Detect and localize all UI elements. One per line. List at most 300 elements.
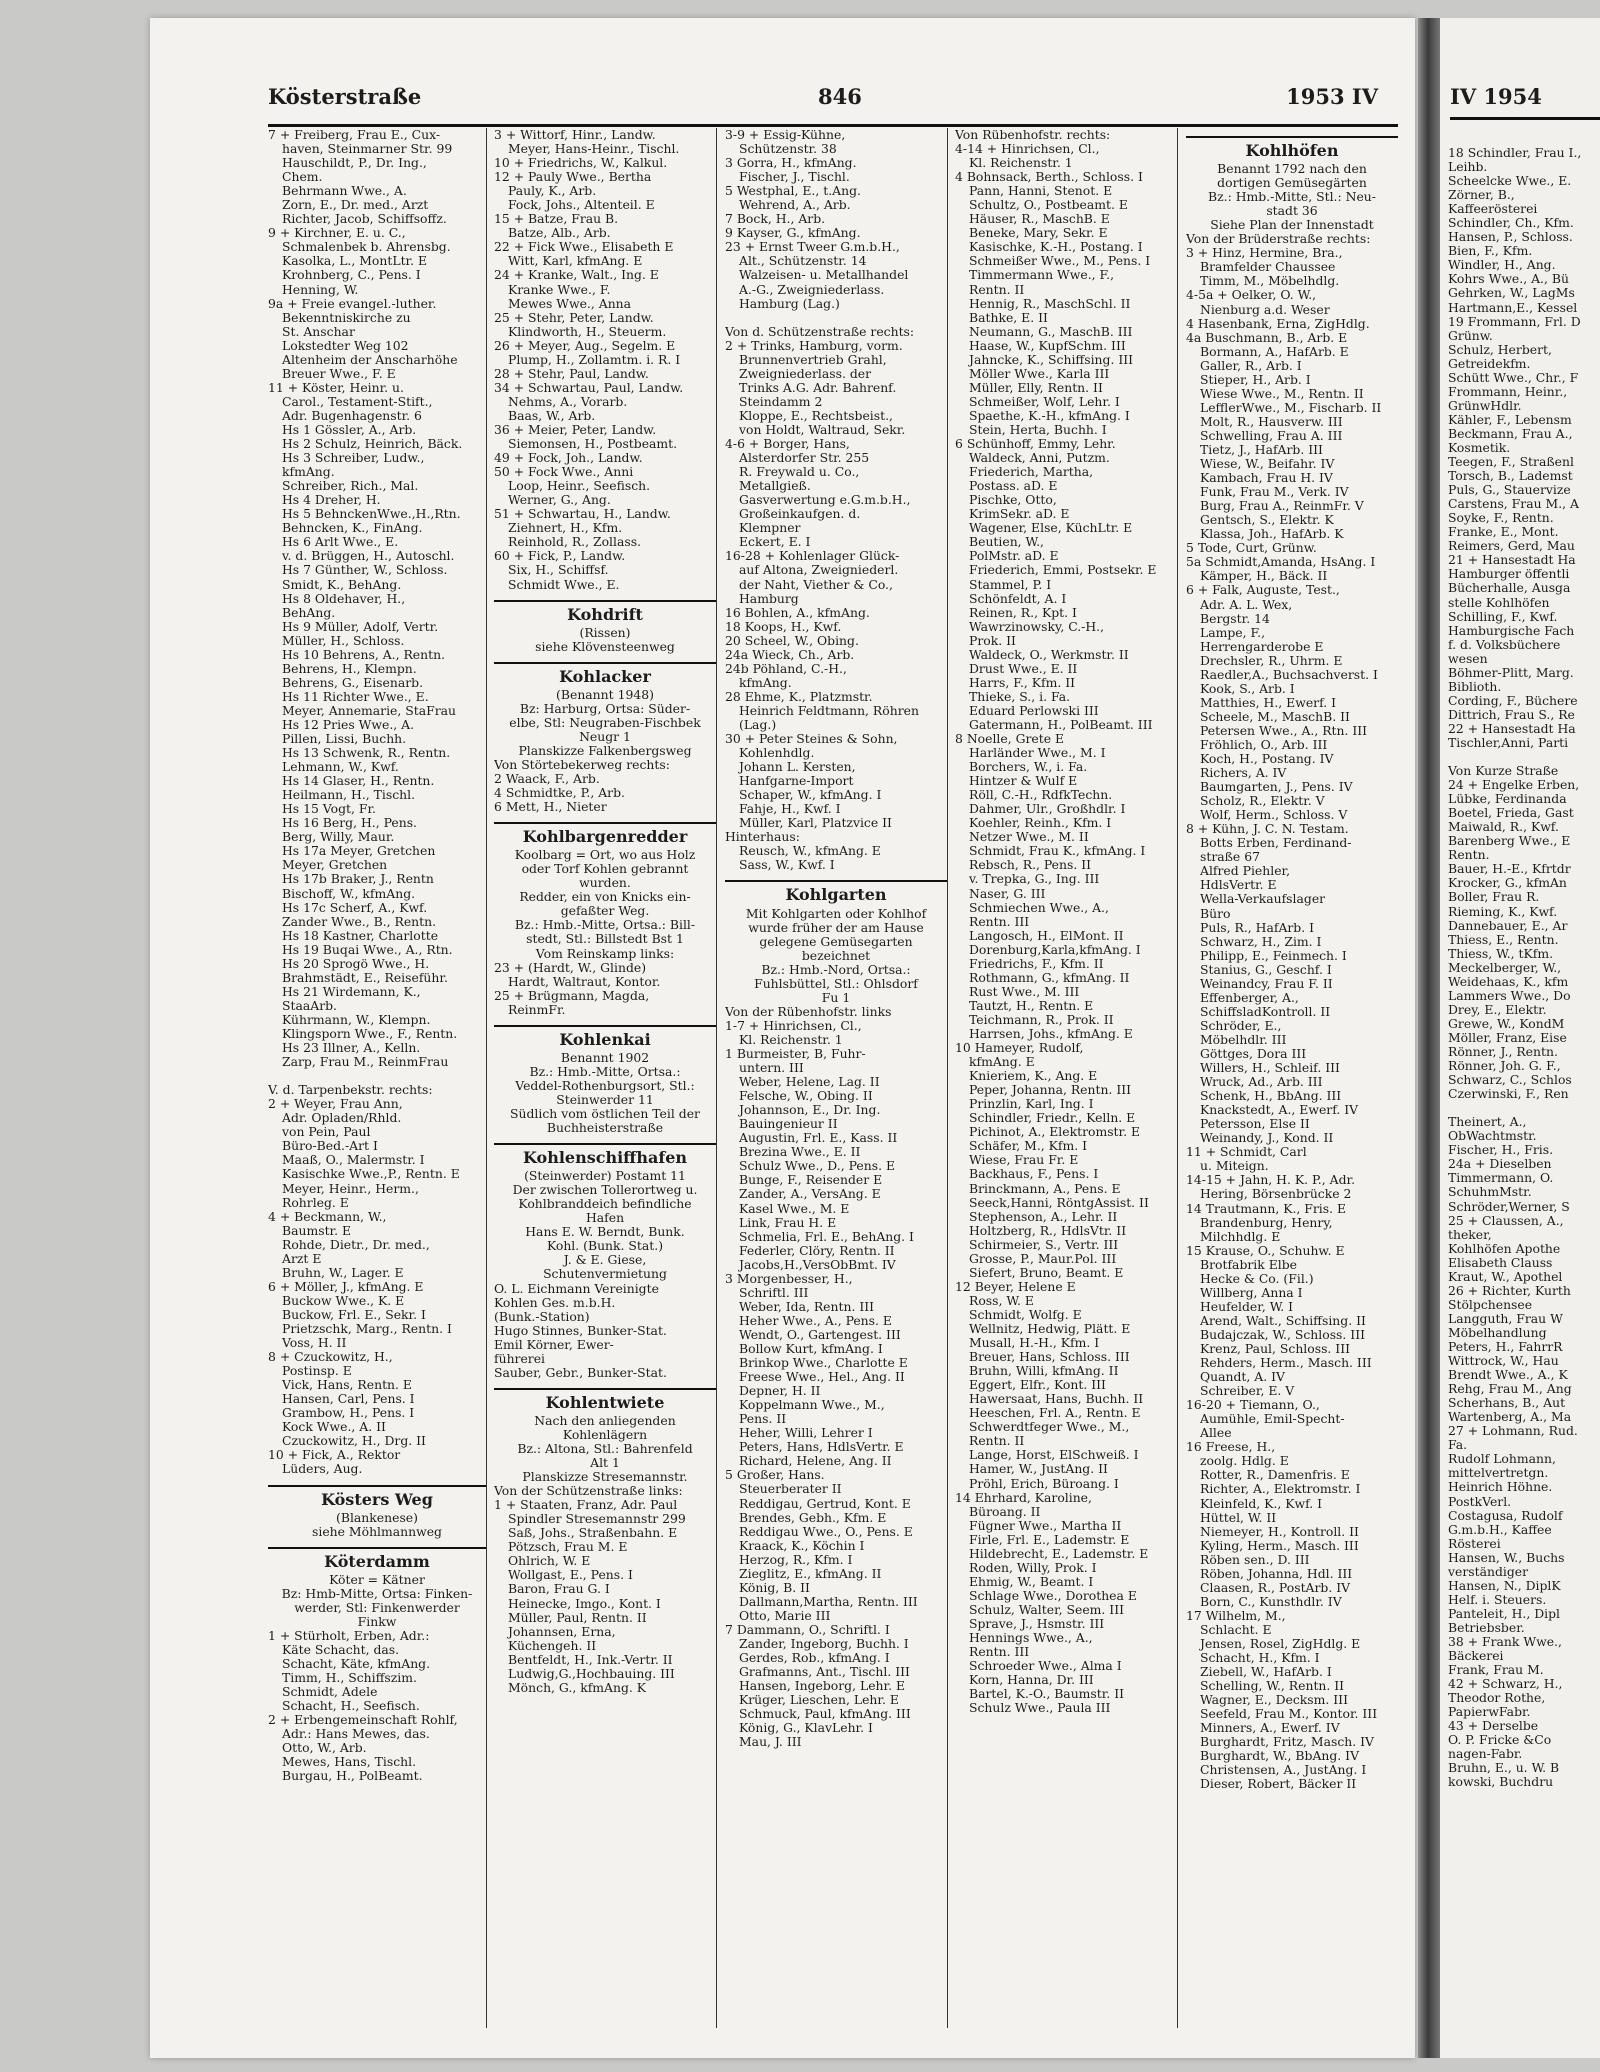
entry-line: Koppelmann Wwe., M., — [739, 1398, 885, 1413]
entry-line: Aumühle, Emil-Specht- — [1200, 1412, 1345, 1427]
next-page-line: Fa. — [1448, 1437, 1468, 1453]
entry-line: Stanius, G., Geschf. I — [1200, 962, 1332, 977]
next-page-line: wesen — [1448, 650, 1488, 666]
entry-line: Wiese, Frau Fr. E — [969, 1153, 1079, 1168]
entry-line: Buckow, Frl. E., Sekr. I — [282, 1307, 426, 1322]
entry-line: A.-G., Zweigniederlass. — [739, 282, 885, 297]
entry-line: Brunnenvertrieb Grahl, — [739, 352, 887, 367]
entry-line: Maaß, O., Malermstr. I — [282, 1153, 425, 1168]
entry-line: 2 + Trinks, Hamburg, vorm. — [725, 338, 903, 353]
entry-line: Büroang. II — [969, 1504, 1041, 1519]
entry-line: Jensen, Rosel, ZigHdlg. E — [1200, 1636, 1361, 1651]
entry-line: Walzeisen- u. Metallhandel — [739, 268, 909, 283]
entry-line: Hs 6 Arlt Wwe., E. — [282, 535, 399, 550]
next-page-line: ObWachtmstr. — [1448, 1128, 1537, 1144]
entry-line: kfmAng. E — [969, 1055, 1035, 1070]
entry-line: 3 Gorra, H., kfmAng. — [725, 156, 857, 171]
entry-line: Weber, Ida, Rentn. III — [739, 1299, 875, 1314]
entry-line: Mewes, Hans, Tischl. — [282, 1755, 417, 1770]
street-section-heading: Kösters Weg — [268, 1485, 486, 1507]
next-page-line: 43 + Derselbe — [1448, 1718, 1539, 1734]
next-page-line: Meckelberger, W., — [1448, 959, 1562, 975]
entry-line: LefflerWwe., M., Fischarb. II — [1200, 400, 1382, 415]
entry-line: Zander, Ingeborg, Buchh. I — [739, 1636, 909, 1651]
entry-line: Kraack, K., Köchin I — [739, 1538, 865, 1553]
entry-line: Witt, Karl, kfmAng. E — [508, 254, 643, 269]
entry-line: Niemeyer, H., Kontroll. II — [1200, 1524, 1359, 1539]
next-page-line: theker, — [1448, 1226, 1492, 1242]
entry-line: siehe Klövensteenweg — [535, 639, 675, 654]
entry-line: Plump, H., Zollamtm. i. R. I — [508, 352, 681, 367]
entry-line: Reusch, W., kfmAng. E — [739, 844, 881, 859]
entry-line: Zander Wwe., B., Rentn. — [282, 914, 437, 929]
entry-line: Südlich vom östlichen Teil der — [510, 1107, 700, 1121]
entry-line: 9a + Freie evangel.-luther. — [268, 296, 437, 311]
entry-line: Weinandcy, Frau F. II — [1200, 976, 1333, 991]
entry-line: Sauber, Gebr., Bunker-Stat. — [494, 1365, 667, 1380]
entry-line: Kohlen Ges. m.b.H. — [494, 1295, 616, 1310]
entry-line: Brinckmann, A., Pens. E — [969, 1181, 1121, 1196]
entry-line: Kohlenlägern — [562, 1427, 648, 1442]
entry-line: Wendt, O., Gartengest. III — [739, 1327, 901, 1342]
entry-line: 20 Scheel, W., Obing. — [725, 633, 859, 648]
entry-line: 4 Schmidtke, P., Arb. — [494, 786, 625, 801]
next-page-line: Bücherhalle, Ausga — [1448, 580, 1571, 596]
entry-line: Hennig, R., MaschSchl. II — [969, 296, 1131, 311]
entry-line: König, G., KlavLehr. I — [739, 1721, 873, 1736]
next-page-line: Hamburger öffentli — [1448, 566, 1570, 582]
entry-line: Bramfelder Chaussee — [1200, 260, 1336, 275]
entry-line: Klassa, Joh., HafArb. K — [1200, 527, 1344, 542]
next-page-line: Windler, H., Ang. — [1448, 257, 1556, 273]
street-section-heading: Kohlgarten — [725, 880, 947, 902]
next-page-line: Möller, Franz, Eise — [1448, 1029, 1567, 1045]
entry-line: Steuerberater II — [739, 1482, 842, 1497]
entry-line: Heufelder, W. I — [1200, 1299, 1294, 1314]
entry-line: 12 Beyer, Helene E — [955, 1279, 1076, 1294]
entry-line: auf Altona, Zweigniederl. — [739, 563, 899, 578]
entry-line: Hs 7 Günther, W., Schloss. — [282, 563, 448, 578]
entry-line: Behrens, G., Eisenarb. — [282, 675, 424, 690]
entry-line: Trinks A.G. Adr. Bahrenf. — [739, 380, 897, 395]
entry-line: Kämper, H., Bäck. II — [1200, 569, 1328, 584]
entry-line: 14 Ehrhard, Karoline, — [955, 1490, 1092, 1505]
entry-line: Czuckowitz, H., Drg. II — [282, 1434, 426, 1449]
entry-line: Sprave, J., Hsmstr. III — [969, 1616, 1105, 1631]
entry-line: 1-7 + Hinrichsen, Cl., — [725, 1018, 862, 1033]
next-page-edge — [1440, 18, 1600, 2058]
entry-line: Schelling, W., Rentn. II — [1200, 1679, 1345, 1694]
entry-line: Felsche, W., Obing. II — [739, 1089, 873, 1104]
entry-line: Willberg, Anna I — [1200, 1285, 1303, 1300]
entry-line: Hs 9 Müller, Adolf, Vertr. — [282, 619, 439, 634]
entry-line: der Naht, Viether & Co., — [739, 577, 893, 592]
entry-line: Six, H., Schiffsf. — [508, 563, 609, 578]
entry-line: BehAng. — [282, 605, 336, 620]
entry-line: Postass. aD. E — [969, 479, 1058, 494]
entry-line: Teichmann, R., Prok. II — [969, 1012, 1114, 1027]
next-page-line: Carstens, Frau M., A — [1448, 496, 1579, 512]
entry-line: Häuser, R., MaschB. E — [969, 212, 1110, 227]
entry-line: Bz: Harburg, Ortsa: Süder- — [519, 701, 691, 716]
entry-line: Heilmann, H., Tischl. — [282, 788, 416, 803]
street-section-heading: Kohlenschiffhafen — [494, 1143, 716, 1165]
entry-line: Mau, J. III — [739, 1735, 802, 1750]
entry-line: 23 + Ernst Tweer G.m.b.H., — [725, 240, 900, 255]
next-page-line: G.m.b.H., Kaffee — [1448, 1521, 1552, 1537]
entry-line: Adr. Bugenhagenstr. 6 — [282, 408, 422, 423]
entry-line: Brinkop Wwe., Charlotte E — [739, 1356, 908, 1371]
entry-line: Buchheisterstraße — [546, 1121, 664, 1136]
street-section-heading: Kohlacker — [494, 662, 716, 684]
entry-line: 24 + Kranke, Walt., Ing. E — [494, 268, 659, 283]
entry-line: Baas, W., Arb. — [508, 408, 596, 423]
next-page-line: Tischler,Anni, Parti — [1448, 734, 1569, 750]
entry-line: 11 + Schmidt, Carl — [1186, 1145, 1307, 1160]
next-page-line: Puls, G., Stauervize — [1448, 482, 1571, 498]
entry-line: stadt 36 — [1266, 204, 1318, 219]
entry-line: Behncken, K., FinAng. — [282, 521, 423, 536]
next-page-line: Kaffeerösterei — [1448, 201, 1538, 217]
entry-line: Allee — [1200, 1426, 1232, 1441]
entry-line: Johann L. Kersten, — [739, 760, 856, 775]
entry-line: Kl. Reichenstr. 1 — [739, 1032, 843, 1047]
entry-line: Schlacht. E — [1200, 1622, 1272, 1637]
entry-line: Mönch, G., kfmAng. K — [508, 1680, 647, 1695]
entry-line: Berg, Willy, Maur. — [282, 830, 395, 845]
entry-line: Vom Reinskamp links: — [535, 946, 675, 961]
entry-line: König, B. II — [739, 1580, 810, 1595]
entry-line: Carol., Testament-Stift., — [282, 394, 433, 409]
entry-line: O. L. Eichmann Vereinigte — [494, 1281, 659, 1296]
entry-line: Schützenstr. 38 — [739, 142, 837, 157]
entry-line: Arzt E — [282, 1251, 322, 1266]
entry-line: Lehmann, W., Kwf. — [282, 760, 399, 775]
entry-line: Harländer Wwe., M. I — [969, 746, 1106, 761]
page-header — [268, 84, 1398, 127]
entry-line: Ehmig, W., Beamt. I — [969, 1574, 1094, 1589]
entry-line: Firle, Frl. E., Lademstr. E — [969, 1532, 1130, 1547]
entry-line: Beutien, W., — [969, 535, 1044, 550]
entry-line: Holtzberg, R., HdlsVtr. II — [969, 1223, 1127, 1238]
entry-line: Kasolka, L., MontLtr. E — [282, 254, 428, 269]
book-gutter — [1418, 18, 1440, 2058]
next-page-line: Schindler, Ch., Kfm. — [1448, 215, 1574, 231]
entry-line: Lüders, Aug. — [282, 1462, 363, 1477]
entry-line: Botts Erben, Ferdinand- — [1200, 836, 1352, 851]
entry-line: Veddel-Rothenburgsort, Stl.: — [515, 1078, 695, 1093]
entry-line: v. d. Brüggen, H., Autoschl. — [282, 549, 455, 564]
page-number: 846 — [818, 84, 862, 109]
entry-line: Bz.: Hmb.-Nord, Ortsa.: — [761, 962, 911, 977]
next-page-line: 25 + Claussen, A., — [1448, 1212, 1564, 1228]
entry-line: Matthies, H., Ewerf. I — [1200, 695, 1336, 710]
entry-line: 24b Pöhland, C.-H., — [725, 661, 847, 676]
entry-line: Hs 10 Behrens, A., Rentn. — [282, 647, 446, 662]
entry-line: ReinmFr. — [508, 1002, 566, 1017]
entry-line: Weinandy, J., Kond. II — [1200, 1131, 1334, 1146]
entry-line: Siefert, Bruno, Beamt. E — [969, 1265, 1124, 1280]
entry-line: Hans E. W. Berndt, Bunk. — [525, 1225, 685, 1240]
entry-line: 16-28 + Kohlenlager Glück- — [725, 549, 900, 564]
entry-line: Hs 12 Pries Wwe., A. — [282, 717, 415, 732]
entry-line: 25 + Brügmann, Magda, — [494, 988, 650, 1003]
entry-line: Koehler, Reinh., Kfm. I — [969, 816, 1112, 831]
entry-line: Spindler Stresemannstr 299 — [508, 1512, 686, 1527]
entry-line: 3-9 + Essig-Kühne, — [725, 128, 846, 142]
next-page-line: Kosmetik. — [1448, 439, 1511, 455]
next-page-line: mittelvertretgn. — [1448, 1465, 1549, 1481]
entry-line: Bunge, F., Reisender E — [739, 1173, 883, 1188]
next-page-line: Gehrken, W., LagMs — [1448, 285, 1575, 301]
entry-line: wurde früher der am Hause — [748, 920, 924, 935]
next-page-line: Kohrs Wwe., A., Bü — [1448, 271, 1569, 287]
entry-line: Wellnitz, Hedwig, Plätt. E — [969, 1321, 1131, 1336]
entry-line: Alt., Schützenstr. 14 — [739, 254, 867, 269]
entry-line: Göttges, Dora III — [1200, 1047, 1307, 1061]
entry-line: Hs 17a Meyer, Gretchen — [282, 844, 436, 859]
entry-line: Bischoff, W., kfmAng. — [282, 886, 416, 901]
entry-line: Meyer, Annemarie, StaFrau — [282, 703, 457, 718]
entry-line: Hafen — [585, 1211, 625, 1226]
entry-line: Quandt, A. IV — [1200, 1370, 1285, 1385]
entry-line: Netzer Wwe., M. II — [969, 830, 1089, 845]
entry-line: Pann, Hanni, Stenot. E — [969, 184, 1113, 199]
entry-line: St. Anschar — [282, 324, 355, 339]
entry-line: 4 + Beckmann, W., — [268, 1209, 387, 1224]
entry-line: Minners, A., Ewerf. IV — [1200, 1721, 1340, 1736]
entry-line: Hs 17c Scherf, A., Kwf. — [282, 900, 428, 915]
entry-line: Rothmann, G., kfmAng. II — [969, 970, 1130, 985]
entry-line: Eckert, E. I — [739, 535, 811, 550]
next-page-line: 26 + Richter, Kurth — [1448, 1282, 1571, 1298]
entry-line: Saß, Johs., Straßenbahn. E — [508, 1526, 678, 1541]
entry-line: Ziehnert, H., Kfm. — [508, 521, 623, 536]
entry-line: Rehders, Herm., Masch. III — [1200, 1356, 1372, 1371]
entry-line: Timmermann Wwe., F., — [969, 268, 1115, 283]
entry-line: Behrmann Wwe., A. — [282, 184, 407, 199]
entry-line: Freese Wwe., Hel., Ang. II — [739, 1370, 905, 1385]
entry-line: Hanfgarne-Import — [739, 774, 854, 789]
entry-line: führerei — [494, 1351, 546, 1366]
entry-line: Großeinkaufgen. d. — [739, 507, 861, 522]
street-section-heading: Kohlenkai — [494, 1025, 716, 1047]
entry-line: Jahncke, K., Schiffsing. III — [969, 352, 1134, 367]
entry-line: Bz.: Altona, Stl.: Bahrenfeld — [517, 1441, 693, 1456]
entry-line: Krenz, Paul, Schloss. III — [1200, 1341, 1350, 1356]
entry-line: 4-6 + Borger, Hans, — [725, 437, 850, 452]
entry-line: 4-14 + Hinrichsen, Cl., — [955, 142, 1100, 157]
entry-line: Kambach, Frau H. IV — [1200, 471, 1333, 486]
entry-line: Raedler,A., Buchsachverst. I — [1200, 667, 1378, 682]
entry-line: 28 + Stehr, Paul, Landw. — [494, 366, 649, 381]
entry-line: Drust Wwe., E. II — [969, 661, 1078, 676]
entry-line: Link, Frau H. E — [739, 1215, 837, 1230]
entry-line: 6 Schünhoff, Emmy, Lehr. — [955, 437, 1116, 452]
entry-line: Backhaus, F., Pens. I — [969, 1167, 1099, 1182]
entry-line: Krüger, Lieschen, Lehr. E — [739, 1693, 899, 1708]
entry-line: Büro — [1200, 906, 1231, 921]
entry-line: 36 + Meier, Peter, Landw. — [494, 422, 657, 437]
next-page-line: Bruhn, E., u. W. B — [1448, 1760, 1560, 1776]
entry-line: Kasischke Wwe.,P., Rentn. E — [282, 1167, 460, 1182]
next-page-line: PapierwFabr. — [1448, 1704, 1531, 1720]
next-page-line: Schulz, Herbert, — [1448, 341, 1552, 357]
entry-line: Reddigau Wwe., O., Pens. E — [739, 1524, 913, 1539]
entry-line: Bruhn, Willi, kfmAng. II — [969, 1364, 1119, 1379]
entry-line: Vick, Hans, Rentn. E — [282, 1378, 412, 1393]
entry-line: Von der Brüderstraße rechts: — [1186, 232, 1371, 247]
entry-line: Haase, W., KupfSchm. III — [969, 338, 1126, 353]
entry-line: Gerdes, Rob., kfmAng. I — [739, 1651, 890, 1666]
entry-line: Brahmstädt, E., Reiseführ. — [282, 970, 448, 985]
entry-line: Drechsler, R., Uhrm. E — [1200, 653, 1343, 668]
entry-line: Grambow, H., Pens. I — [282, 1406, 415, 1421]
entry-line: Prok. II — [969, 633, 1016, 648]
entry-line: Hs 5 BehnckenWwe.,H.,Rtn. — [282, 507, 461, 522]
entry-line: Rebsch, R., Pens. II — [969, 858, 1092, 873]
entry-line: 6 + Möller, J., kfmAng. E — [268, 1279, 424, 1294]
entry-line: Schröder, E., — [1200, 1018, 1282, 1033]
entry-line: Richter, Jacob, Schiffsoffz. — [282, 212, 447, 227]
next-page-line: Thiess, E., Rentn. — [1448, 931, 1559, 947]
entry-line: Schulz, Walter, Seem. III — [969, 1602, 1124, 1617]
entry-line: Harrs, F., Kfm. II — [969, 675, 1076, 690]
entry-line: Siehe Plan der Innenstadt — [1210, 218, 1374, 233]
entry-line: Heher Wwe., A., Pens. E — [739, 1313, 892, 1328]
next-page-line: Rudolf Lohmann, — [1448, 1451, 1556, 1467]
entry-line: Willers, H., Schleif. III — [1200, 1061, 1340, 1076]
entry-line: Koch, H., Postang. IV — [1200, 752, 1334, 767]
entry-line: Brendes, Gebh., Kfm. E — [739, 1510, 887, 1525]
entry-line: Von d. Schützenstraße rechts: — [725, 324, 915, 339]
entry-line: Wella-Verkaufslager — [1200, 892, 1326, 907]
entry-line: Bathke, E. II — [969, 310, 1048, 325]
entry-line: Effenberger, A., — [1200, 990, 1299, 1005]
entry-line: 8 + Czuckowitz, H., — [268, 1350, 393, 1365]
entry-line: werder, Stl: Finkenwerder — [294, 1600, 460, 1615]
next-page-line: Bien, F., Kfm. — [1448, 243, 1533, 259]
entry-line: Schmidt, Wolfg. E — [969, 1307, 1082, 1322]
entry-line: Waldeck, Anni, Putzm. — [969, 451, 1110, 466]
year-volume: 1953 IV — [1286, 84, 1378, 109]
entry-line: Stephenson, A., Lehr. II — [969, 1209, 1118, 1224]
next-page-line: Grünw. — [1448, 327, 1493, 343]
next-page-line: Grewe, W., KondM — [1448, 1015, 1565, 1031]
entry-line: Spaethe, K.-H., kfmAng. I — [969, 408, 1130, 423]
entry-line: 3 Morgenbesser, H., — [725, 1271, 853, 1286]
entry-line: StaaArb. — [282, 998, 337, 1013]
next-page-line: Franke, E., Mont. — [1448, 524, 1559, 540]
entry-line: Nach den anliegenden — [534, 1413, 676, 1428]
entry-line: Planskizze Stresemannstr. — [522, 1470, 688, 1485]
entry-line: Hansen, Ingeborg, Lehr. E — [739, 1679, 906, 1694]
entry-line: Stammel, P. I — [969, 577, 1052, 592]
entry-line — [725, 311, 947, 325]
next-page-line: Hartmann,E., Kessel — [1448, 299, 1578, 315]
entry-line: Johannson, E., Dr. Ing. — [739, 1103, 881, 1118]
entry-line: bezeichnet — [801, 948, 871, 963]
next-page-line: Barenberg Wwe., E — [1448, 833, 1571, 849]
entry-line: 10 + Fick, A., Rektor — [268, 1448, 401, 1463]
entry-line: Burg, Frau A., ReinmFr. V — [1200, 499, 1364, 514]
entry-line: Lange, Horst, ElSchweiß. I — [969, 1448, 1139, 1463]
entry-line: Loop, Heinr., Seefisch. — [508, 479, 651, 494]
entry-line: 23 + (Hardt, W., Glinde) — [494, 960, 647, 975]
entry-line: Beneke, Mary, Sekr. E — [969, 226, 1108, 241]
entry-line: Hs 4 Dreher, H. — [282, 493, 381, 508]
entry-line: Friederich, Martha, — [969, 465, 1094, 480]
next-page-line: Fischer, H., Fris. — [1448, 1142, 1554, 1158]
entry-line: Kl. Reichenstr. 1 — [969, 156, 1073, 171]
entry-line: Heinrich Feldtmann, Röhren — [739, 703, 919, 718]
entry-line: Kasel Wwe., M. E — [739, 1201, 850, 1216]
entry-line: 16 Bohlen, A., kfmAng. — [725, 605, 870, 620]
next-page-line: O. P. Fricke &Co — [1448, 1732, 1552, 1748]
next-page-line: Boller, Frau R. — [1448, 889, 1540, 905]
entry-line: Schindler, Friedr., Kelln. E — [969, 1111, 1136, 1126]
entry-line: Johannsen, Erna, — [508, 1624, 616, 1639]
entry-line: Hugo Stinnes, Bunker-Stat. — [494, 1323, 667, 1338]
entry-line: Rust Wwe., M. III — [969, 984, 1080, 999]
entry-line: 4 Bohnsack, Berth., Schloss. I — [955, 170, 1143, 185]
entry-line: Möbelhdlr. III — [1200, 1032, 1287, 1047]
entry-line: 15 + Batze, Frau B. — [494, 212, 619, 227]
entry-line: Schwelling, Frau A. III — [1200, 428, 1343, 443]
entry-line: Brotfabrik Elbe — [1200, 1257, 1297, 1272]
entry-line: Ross, W. E — [969, 1293, 1034, 1308]
entry-line: (Bunk.-Station) — [494, 1309, 590, 1324]
entry-line: 5 Westphal, E., t.Ang. — [725, 184, 861, 199]
entry-line: Hawersaat, Hans, Buchh. II — [969, 1392, 1144, 1407]
next-page-line: 27 + Lohmann, Rud. — [1448, 1423, 1578, 1439]
entry-line: Budajczak, W., Schloss. III — [1200, 1327, 1365, 1342]
entry-line: Milchhdlg. E — [1200, 1229, 1281, 1244]
entry-line: Hildebrecht, E., Lademstr. E — [969, 1546, 1149, 1561]
entry-line: Harrsen, Johs., kfmAng. E — [969, 1027, 1133, 1041]
entry-line: 7 + Freiberg, Frau E., Cux- — [268, 128, 441, 142]
entry-line: Krohnberg, C., Pens. I — [282, 268, 421, 283]
entry-line: 1 + Staaten, Franz, Adr. Paul — [494, 1498, 678, 1513]
entry-line: Henning, W. — [282, 282, 359, 297]
entry-line: zoolg. Hdlg. E — [1200, 1454, 1289, 1469]
entry-line: Hs 14 Glaser, H., Rentn. — [282, 774, 435, 789]
next-page-line: Drey, E., Elektr. — [1448, 1001, 1547, 1017]
entry-line: Bergstr. 14 — [1200, 611, 1270, 626]
entry-line: 3 + Wittorf, Hinr., Landw. — [494, 128, 656, 142]
entry-line: 24a Wieck, Ch., Arb. — [725, 647, 855, 662]
entry-line: Klindworth, H., Steuerm. — [508, 324, 667, 339]
next-page-line: Schwarz, C., Schlos — [1448, 1072, 1572, 1088]
entry-line: Pillen, Lissi, Buchh. — [282, 732, 407, 747]
entry-line: Schlage Wwe., Dorothea E — [969, 1588, 1137, 1603]
entry-line: Alfred Piehler, — [1200, 864, 1291, 879]
next-page-line: Maiwald, R., Kwf. — [1448, 819, 1559, 835]
entry-line: Brezina Wwe., E. II — [739, 1145, 861, 1160]
entry-line: Schacht, Käte, kfmAng. — [282, 1656, 431, 1671]
entry-line: Von der Schützenstraße links: — [494, 1484, 683, 1499]
entry-line: Kleinfeld, K., Kwf. I — [1200, 1496, 1323, 1511]
entry-line: Borchers, W., i. Fa. — [969, 760, 1088, 775]
next-page-line: Rehg, Frau M., Ang — [1448, 1381, 1572, 1397]
entry-line: 25 + Stehr, Peter, Landw. — [494, 310, 654, 325]
entry-line: haven, Steinmarner Str. 99 — [282, 142, 453, 157]
column-3 — [725, 128, 948, 2028]
entry-line: V. d. Tarpenbekstr. rechts: — [268, 1083, 433, 1098]
entry-line: Hauschildt, P., Dr. Ing., — [282, 156, 427, 171]
entry-line: Bartel, K.-O., Baumstr. II — [969, 1687, 1124, 1702]
entry-line: Schaper, W., kfmAng. I — [739, 788, 882, 803]
